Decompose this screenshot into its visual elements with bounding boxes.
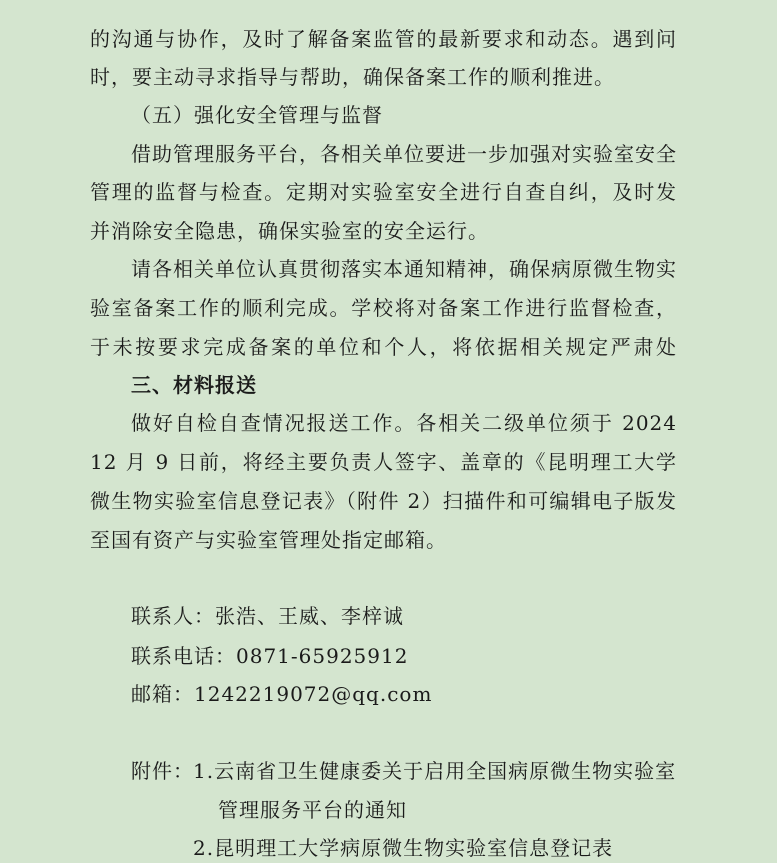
contact-email: 邮箱：1242219072@qq.com	[131, 682, 433, 706]
section-heading: 三、材料报送	[131, 373, 257, 397]
contact-persons: 联系人：张浩、王威、李梓诚	[131, 604, 404, 628]
paragraph-line: 验室备案工作的顺利完成。学校将对备案工作进行监督检查，	[90, 296, 677, 320]
paragraph-line: 12 月 9 日前，将经主要负责人签字、盖章的《昆明理工大学	[90, 450, 677, 474]
paragraph-line: 做好自检自查情况报送工作。各相关二级单位须于 2024	[131, 411, 677, 435]
section-heading: （五）强化安全管理与监督	[131, 103, 383, 127]
paragraph-line: 借助管理服务平台，各相关单位要进一步加强对实验室安全	[131, 142, 677, 166]
paragraph-line: 微生物实验室信息登记表》（附件 2）扫描件和可编辑电子版发	[90, 489, 677, 513]
attachment-item: 1.云南省卫生健康委关于启用全国病原微生物实验室	[193, 759, 677, 783]
paragraph-line: 请各相关单位认真贯彻落实本通知精神，确保病原微生物实	[131, 257, 677, 281]
paragraph-line: 的沟通与协作，及时了解备案监管的最新要求和动态。遇到问	[90, 27, 677, 51]
attachment-item-continuation: 管理服务平台的通知	[218, 798, 407, 822]
paragraph-line: 时，要主动寻求指导与帮助，确保备案工作的顺利推进。	[90, 65, 615, 89]
paragraph-line: 并消除安全隐患，确保实验室的安全运行。	[90, 219, 489, 243]
contact-phone: 联系电话：0871-65925912	[131, 644, 409, 668]
paragraph-line: 至国有资产与实验室管理处指定邮箱。	[90, 528, 447, 552]
attachments-label: 附件：	[131, 759, 194, 783]
paragraph-line: 于未按要求完成备案的单位和个人，将依据相关规定严肃处	[90, 335, 677, 359]
paragraph-line: 管理的监督与检查。定期对实验室安全进行自查自纠，及时发	[90, 180, 677, 204]
attachment-item: 2.昆明理工大学病原微生物实验室信息登记表	[193, 836, 614, 860]
